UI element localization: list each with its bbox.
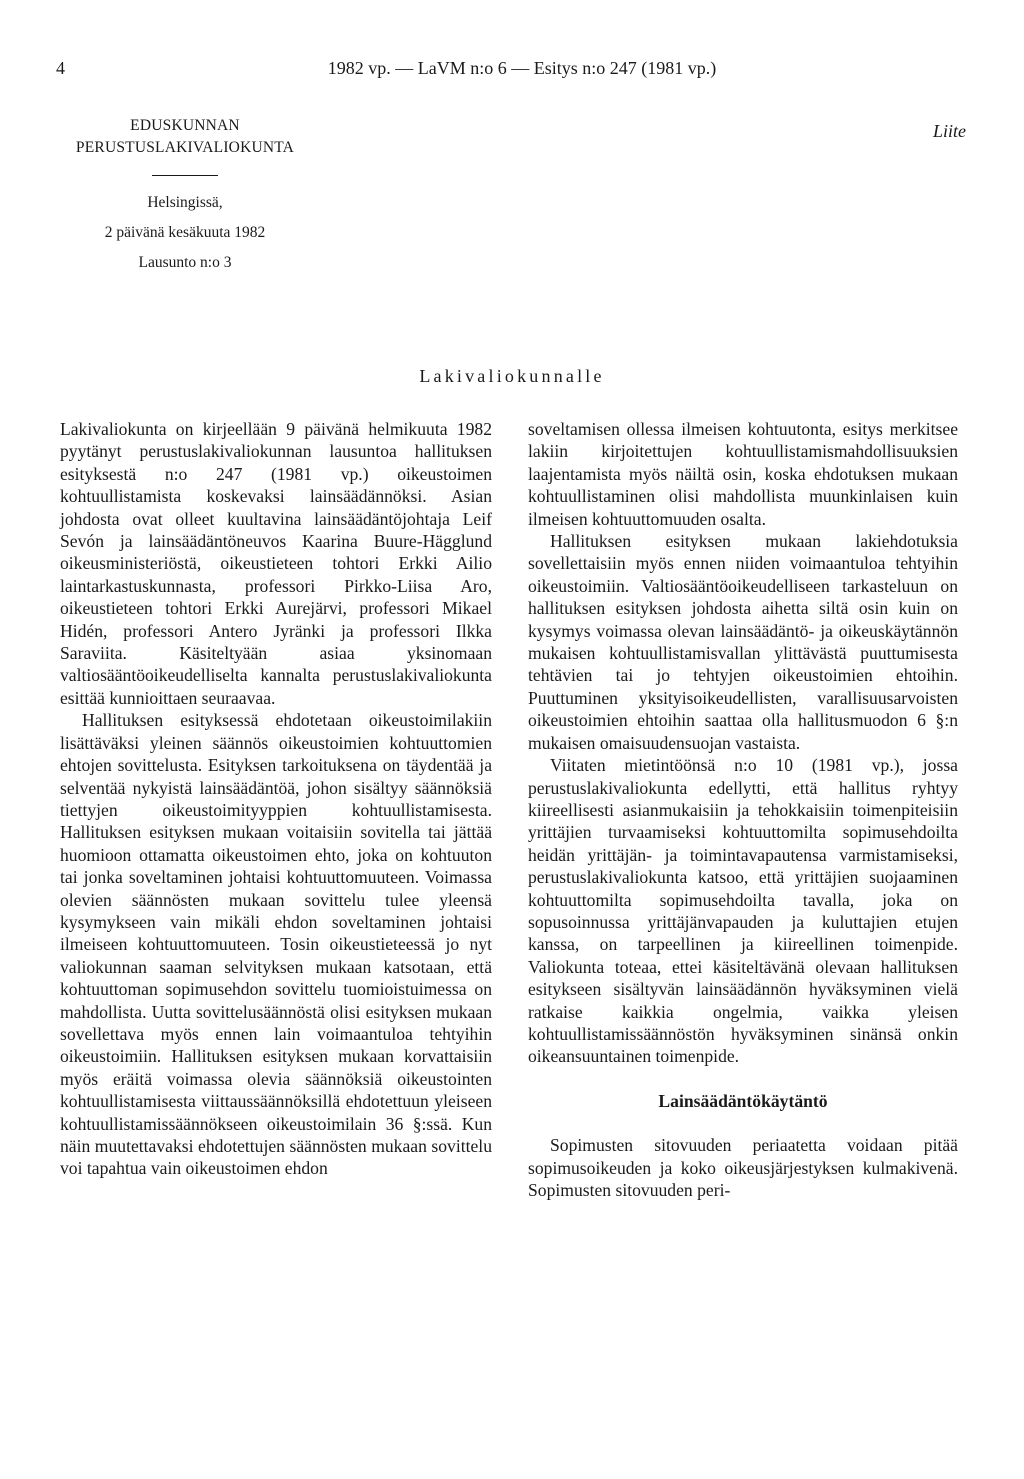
date: 2 päivänä kesäkuuta 1982 <box>104 224 266 241</box>
running-header: 1982 vp. — LaVM n:o 6 — Esitys n:o 247 (1981 vp.) <box>327 58 717 78</box>
page-number: 4 <box>56 58 65 78</box>
sender-line-1: EDUSKUNNAN <box>130 117 240 134</box>
annex-label: Liite <box>932 121 966 141</box>
body-paragraph: Viitaten mietintöönsä n:o 10 (1981 vp.), jossa perustuslakivaliokunta edellytti, että hallitus ryhtyy kiireellisesti asianmukaisiin ja tehokkaisiin toimenpiteisiin yrittäjien turvaamiseksi kohtuuttomilta sopimusehdoilta heidän yrittäjän- ja toimintavapautensa varmistamiseksi, perustuslakivaliokunta katsoo, että yrittäjien suojaaminen kohtuuttomilta sopimusehdoilta tavalla, joka on sopusoinnussa yrittäjänvapauden ja kuluttajien etujen kanssa, on tarpeellinen ja kiireellinen toimenpide. Valiokunta toteaa, ettei käsiteltävänä olevaan hallituksen esitykseen sisältyvän lainsäädännön hyväksyminen vielä ratkaise kaikkia ongelmia, vaikka yleisen kohtuullistamissäännöstön hyväksyminen sinänsä onkin oikeansuuntainen toimenpide. <box>528 755 958 1067</box>
body-paragraph: Hallituksen esityksen mukaan lakiehdotuksia sovellettaisiin myös ennen niiden voimaantuloa tehtyihin oikeustoimiin. Valtiosääntöoikeudelliseen tarkasteluun on hallituksen esityksen johdosta aihetta siltä osin kuin on kysymys voimassa olevan lainsäädäntö- ja oikeuskäytännön mukaisen kohtuullistamisvallan ylittävästä puuttumisesta tehtävien tai jo tehtyjen oikeustoimien ehtoihin. Puuttuminen yksityisoikeudellisten, varallisuusarvoisten oikeustoimien ehtoihin saattaa olla hallitusmuodon 6 §:n mukaisen omaisuudensuojan vastaista. <box>528 531 958 753</box>
addressee: Lakivaliokunnalle <box>419 366 605 386</box>
body-paragraph-continued: soveltamisen ollessa ilmeisen kohtuutonta, esitys merkitsee lakiin kirjoitettujen kohtuullistamismahdollisuuksien laajentamista myös näiltä osin, koska ehdotuksen mukaan kohtuullistaminen olisi mahdollista muunkinlaisen kuin ilmeisen kohtuuttomuuden osalta. <box>528 419 958 529</box>
right-column <box>528 418 958 1201</box>
statement-number: Lausunto n:o 3 <box>138 254 232 271</box>
sender-line-2: PERUSTUSLAKIVALIOKUNTA <box>75 139 295 156</box>
place: Helsingissä, <box>147 194 223 211</box>
left-column <box>60 418 492 1180</box>
section-heading: Lainsäädäntökäytäntö <box>658 1090 828 1111</box>
body-paragraph: Lakivaliokunta on kirjeellään 9 päivänä helmikuuta 1982 pyytänyt perustuslakivaliokunnan lausuntoa hallituksen esityksestä n:o 247 (1981 vp.) oikeustoimen kohtuullistamista koskevaksi lainsäädännöksi. Asian johdosta ovat olleet kuultavina lainsäädäntöjohtaja Leif Sevón ja lainsäädäntöneuvos Kaarina Buure-Hägglund oikeusministeriöstä, oikeustieteen tohtori Erkki Ailio laintarkastuskunnasta, professori Pirkko-Liisa Aro, oikeustieteen tohtori Erkki Aurejärvi, professori Mikael Hidén, professori Antero Jyränki ja professori Ilkka Saraviita. Käsiteltyään asiaa yksinomaan valtiosääntöoikeudelliselta kannalta perustuslakivaliokunta esittää kunnioittaen seuraavaa. <box>60 419 492 708</box>
divider-rule <box>152 175 218 176</box>
sender-committee <box>50 115 320 176</box>
body-paragraph: Hallituksen esityksessä ehdotetaan oikeustoimilakiin lisättäväksi yleinen säännös oikeustoimien kohtuuttomien ehtojen sovittelusta. Esityksen tarkoituksena on täydentää ja selventää nykyistä lainsäädäntöä, johon sisältyy säännöksiä tiettyjen oikeustoimityyppien kohtuullistamisesta. Hallituksen esityksen mukaan voitaisiin sovitella tai jättää huomioon ottamatta oikeustoimen ehto, joka on kohtuuton tai jonka soveltaminen johtaisi kohtuuttomuuteen. Voimassa olevien säännösten mukaan sovittelu tulee yleensä kysymykseen vain mikäli ehdon soveltaminen johtaisi ilmeiseen kohtuuttomuuteen. Tosin oikeustieteessä jo nyt valiokunnan saaman selvityksen mukaan katsotaan, että kohtuuttoman sopimusehdon sovittelu tuomioistuimessa on mahdollista. Uutta sovittelusäännöstä olisi esityksen mukaan sovellettava myös ennen lain voimaantuloa tehtyihin oikeustoimiin. Hallituksen esityksen mukaan korvattaisiin myös eräitä voimassa olevia säännöksiä oikeustointen kohtuullistamisesta viittaussäännöksillä ehdotettuun yleiseen kohtuullistamissäännökseen oikeustoimilain 36 §:ssä. Kun näin muutettavaksi ehdotettujen säännösten mukaan sovittelu voi tapahtua vain oikeustoimen ehdon <box>60 710 492 1179</box>
place-date-block <box>50 188 320 278</box>
body-paragraph: Sopimusten sitovuuden periaatetta voidaan pitää sopimusoikeuden ja koko oikeusjärjestyksen kulmakivenä. Sopimusten sitovuuden peri- <box>528 1135 958 1200</box>
